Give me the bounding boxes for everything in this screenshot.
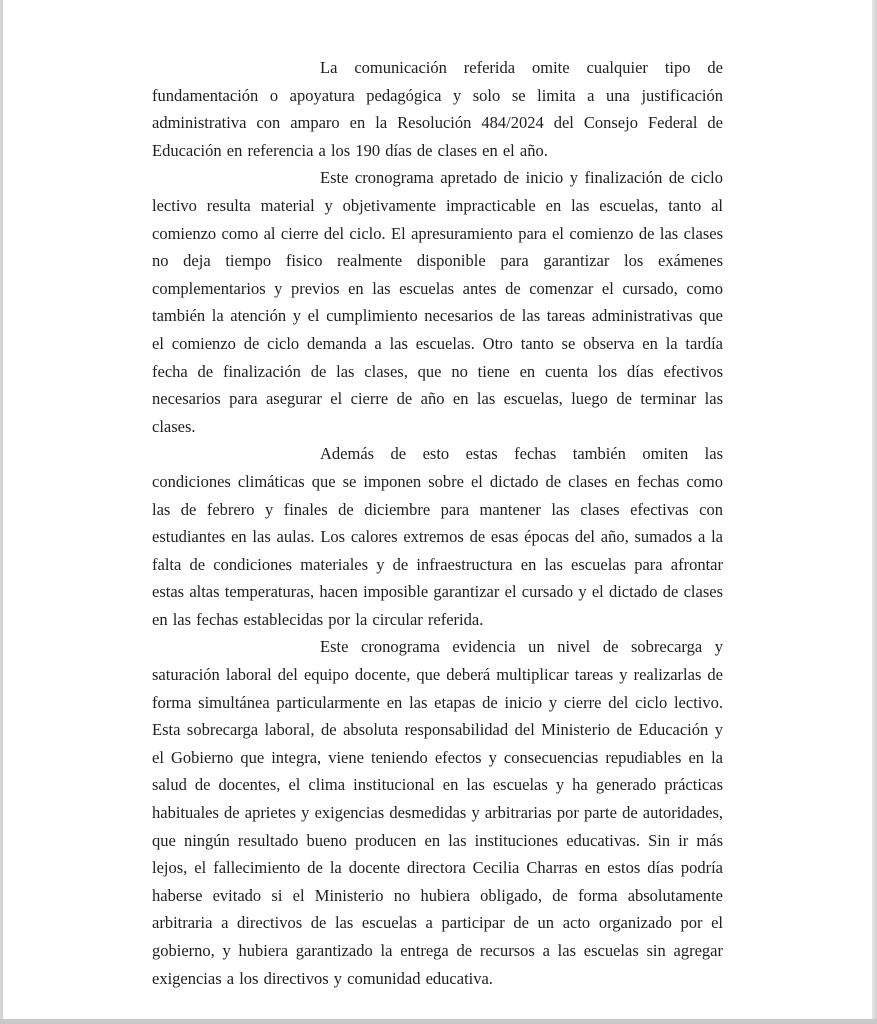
paragraph-3: Además de esto estas fechas también omiten las condiciones climáticas que se imponen sobre el dictado de clases en fechas como las de febrero y finales de diciembre para mantener las clases efectivas con estudiantes en las aulas. Los calores extremos de esas épocas del año, sumados a la falta de condiciones materiales y de infraestructura en las escuelas para afrontar estas altas temperaturas, hacen imposible garantizar el cursado y el dictado de clases en las fechas establecidas por la circular referida. [152, 444, 723, 629]
scan-edge-bottom [0, 1019, 877, 1024]
paragraph-1: La comunicación referida omite cualquier tipo de fundamentación o apoyatura pedagógica y solo se limita a una justificación administrativa con amparo en la Resolución 484/2024 del Consejo Federal de Educación en referencia a los 190 días de clases en el año. [152, 58, 723, 160]
scan-edge-left [0, 0, 3, 1024]
scan-edge-right [872, 0, 877, 1024]
paragraph-2: Este cronograma apretado de inicio y finalización de ciclo lectivo resulta material y objetivamente impracticable en las escuelas, tanto al comienzo como al cierre del ciclo. El apresuramiento para el comienzo de las clases no deja tiempo fisico realmente disponible para garantizar los exámenes complementarios y previos en las escuelas antes de comenzar el cursado, como también la atención y el cumplimiento necesarios de las tareas administrativas que el comienzo de ciclo demanda a las escuelas. Otro tanto se observa en la tardía fecha de finalización de las clases, que no tiene en cuenta los días efectivos necesarios para asegurar el cierre de año en las escuelas, luego de terminar las clases. [152, 168, 723, 436]
document-body [152, 54, 723, 992]
paragraph-4: Este cronograma evidencia un nivel de sobrecarga y saturación laboral del equipo docente, que deberá multiplicar tareas y realizarlas de forma simultánea particularmente en las etapas de inicio y cierre del ciclo lectivo. Esta sobrecarga laboral, de absoluta responsabilidad del Ministerio de Educación y el Gobierno que integra, viene teniendo efectos y consecuencias repudiables en la salud de docentes, el clima institucional en las escuelas y ha generado prácticas habituales de aprietes y exigencias desmedidas y arbitrarias por parte de autoridades, que ningún resultado bueno producen en las instituciones educativas. Sin ir más lejos, el fallecimiento de la docente directora Cecilia Charras en estos días podría haberse evitado si el Ministerio no hubiera obligado, de forma absolutamente arbitraria a directivos de las escuelas a participar de un acto organizado por el gobierno, y hubiera garantizado la entrega de recursos a las escuelas sin agregar exigencias a los directivos y comunidad educativa. [152, 637, 723, 988]
